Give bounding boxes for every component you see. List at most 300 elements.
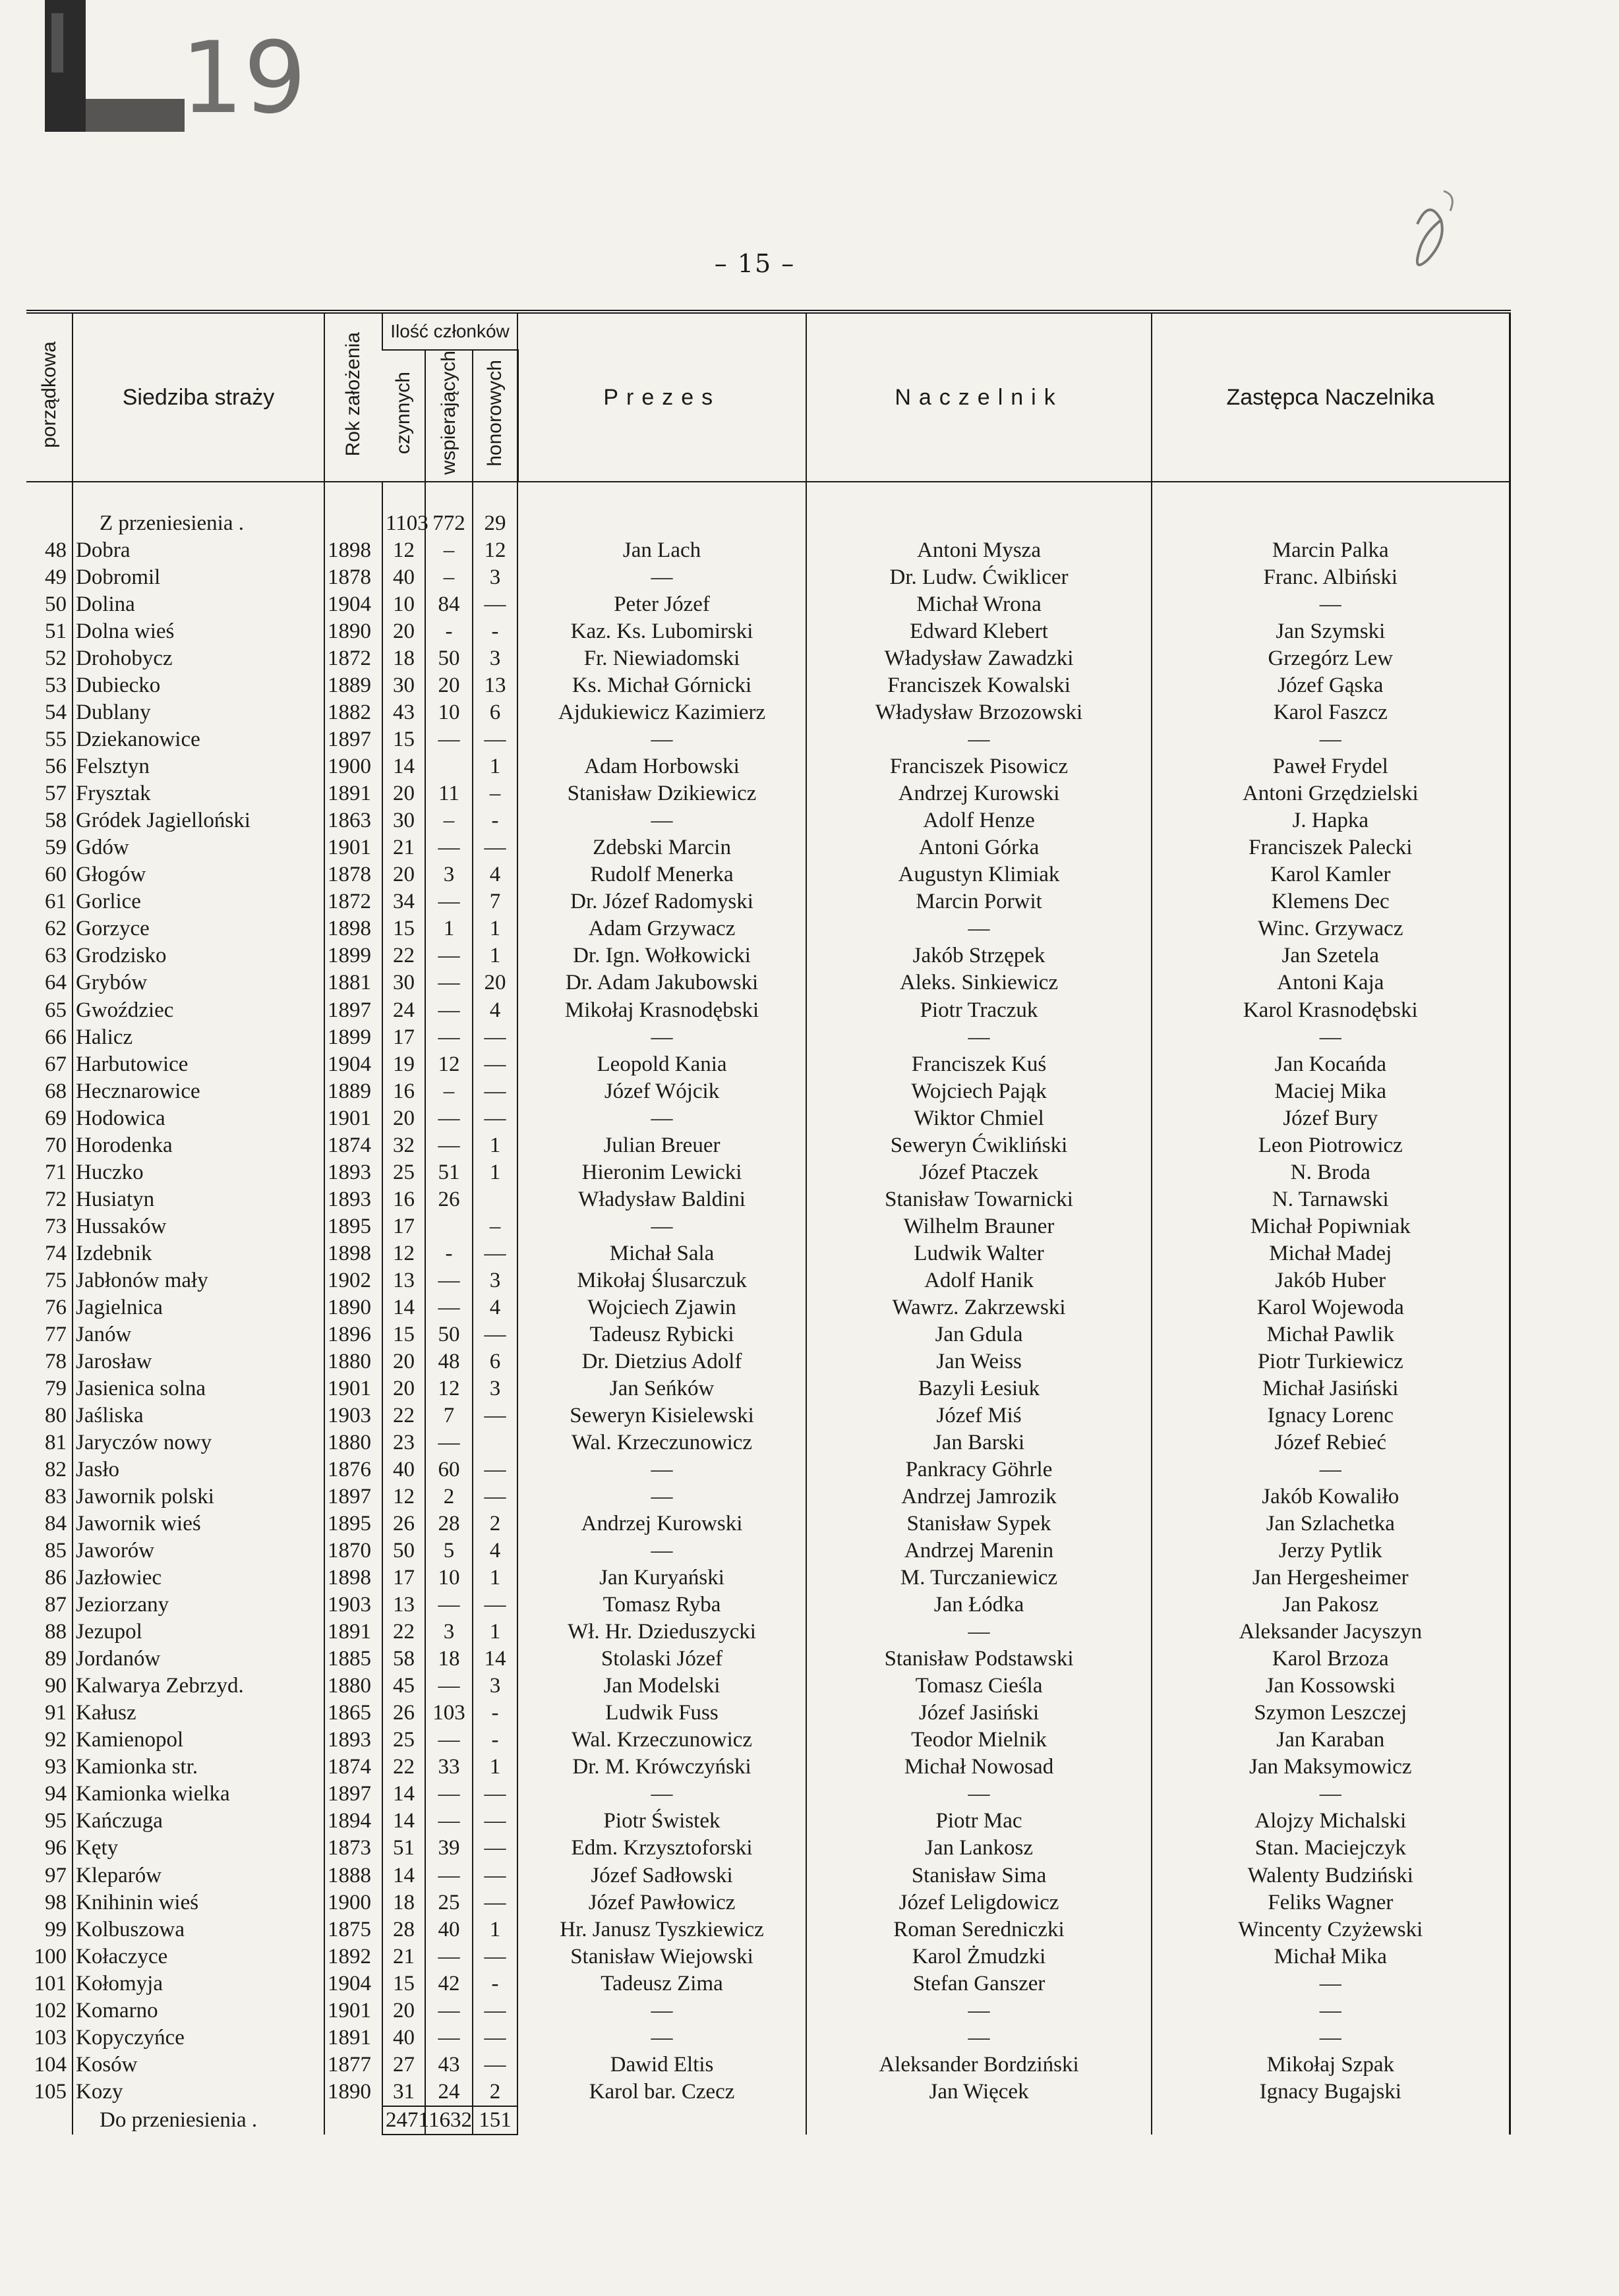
president-name: Rudolf Menerka [517,861,806,888]
honorary-count: 1 [473,1754,517,1781]
header-president: Prezes [517,312,806,482]
chief-name: Wiktor Chmiel [806,1105,1152,1132]
chief-name: — [806,2024,1152,2052]
founded-year: 1891 [324,1619,382,1646]
president-name: Tadeusz Zima [517,1970,806,1997]
table-row [26,1213,1510,1240]
founded-year: 1896 [324,1321,382,1348]
header-active: czynnych [382,350,425,482]
town-name: Kołaczyce [73,1943,324,1970]
president-name: Fr. Niewiadomski [517,645,806,672]
president-name: Dr. Adam Jakubowski [517,969,806,996]
active-count: 32 [382,1132,425,1159]
deputy-name: Michał Mika [1152,1943,1510,1970]
town-name: Felsztyn [73,753,324,780]
supporting-count: 50 [425,1321,473,1348]
founded-year: 1898 [324,1240,382,1267]
founded-year: 1873 [324,1835,382,1862]
row-number: 85 [45,1539,67,1563]
table-row [26,1592,1510,1619]
carried-in-supporting: 772 [425,510,473,537]
president-name: Andrzej Kurowski [517,1510,806,1537]
active-count: 19 [382,1051,425,1078]
town-name: Kęty [73,1835,324,1862]
chief-name: Jan Weiss [806,1348,1152,1375]
president-name: Wal. Krzeczunowicz [517,1727,806,1754]
town-name: Kamionka str. [73,1754,324,1781]
row-number: 70 [45,1133,67,1157]
supporting-count: — [425,1808,473,1835]
deputy-name: — [1152,726,1510,753]
founded-year: 1878 [324,564,382,591]
active-count: 34 [382,888,425,915]
president-name: Seweryn Kisielewski [517,1402,806,1429]
founded-year: 1898 [324,1564,382,1592]
deputy-name: Walenty Budziński [1152,1862,1510,1889]
town-name: Jagielnica [73,1294,324,1321]
supporting-count: 48 [425,1348,473,1375]
row-number: 69 [45,1106,67,1130]
active-count: 50 [382,1537,425,1564]
table-row [26,969,1510,996]
president-name: — [517,1456,806,1483]
chief-name: — [806,1619,1152,1646]
supporting-count: — [425,1943,473,1970]
row-number: 58 [45,809,67,833]
deputy-name: Jan Kocańda [1152,1051,1510,1078]
table-row [26,1970,1510,1997]
supporting-count: 18 [425,1646,473,1673]
supporting-count: 24 [425,2079,473,2106]
deputy-name: N. Tarnawski [1152,1186,1510,1213]
active-count: 21 [382,1943,425,1970]
deputy-name: Jan Hergesheimer [1152,1564,1510,1592]
table-row [26,1456,1510,1483]
president-name: Stanisław Dzikiewicz [517,780,806,807]
honorary-count: — [473,1105,517,1132]
founded-year: 1897 [324,726,382,753]
supporting-count: – [425,807,473,834]
archive-stamp [42,0,307,138]
honorary-count [473,1429,517,1456]
founded-year: 1891 [324,780,382,807]
row-number: 56 [45,755,67,779]
table-row [26,618,1510,645]
deputy-name: Alojzy Michalski [1152,1808,1510,1835]
carried-out-label: Do przeniesienia . [73,2106,324,2135]
active-count: 25 [382,1727,425,1754]
town-name: Kosów [73,2052,324,2079]
table-row [26,1078,1510,1105]
table-row [26,1619,1510,1646]
supporting-count: — [425,834,473,861]
honorary-count: 1 [473,1564,517,1592]
deputy-name: Jan Szymski [1152,618,1510,645]
town-name: Jazłowiec [73,1564,324,1592]
president-name: — [517,807,806,834]
town-name: Jezupol [73,1619,324,1646]
active-count: 14 [382,1808,425,1835]
chief-name: Józef Miś [806,1402,1152,1429]
honorary-count: — [473,726,517,753]
stamp-number: 19 [181,21,307,136]
table-row [26,2052,1510,2079]
roster-table [26,310,1511,2135]
founded-year: 1882 [324,699,382,726]
chief-name: — [806,1024,1152,1051]
row-number: 65 [45,998,67,1022]
honorary-count: 1 [473,942,517,969]
honorary-count: 1 [473,1619,517,1646]
chief-name: Dr. Ludw. Ćwiklicer [806,564,1152,591]
table-row [26,1267,1510,1294]
founded-year: 1897 [324,1781,382,1808]
president-name: Ajdukiewicz Kazimierz [517,699,806,726]
chief-name: Adolf Henze [806,807,1152,834]
honorary-count: 6 [473,1348,517,1375]
supporting-count [425,1213,473,1240]
honorary-count: 1 [473,1916,517,1943]
deputy-name: Aleksander Jacyszyn [1152,1619,1510,1646]
chief-name: Stanisław Podstawski [806,1646,1152,1673]
chief-name: Andrzej Marenin [806,1537,1152,1564]
founded-year: 1877 [324,2052,382,2079]
deputy-name: Feliks Wagner [1152,1889,1510,1916]
town-name: Grybów [73,969,324,996]
president-name: Adam Grzywacz [517,915,806,942]
honorary-count: 2 [473,2079,517,2106]
table-row [26,996,1510,1023]
active-count: 27 [382,2052,425,2079]
honorary-count: — [473,1781,517,1808]
honorary-count: 3 [473,564,517,591]
town-name: Halicz [73,1024,324,1051]
chief-name: Tomasz Cieśla [806,1673,1152,1700]
deputy-name: Jakób Huber [1152,1267,1510,1294]
honorary-count: 12 [473,537,517,564]
table-row [26,1051,1510,1078]
founded-year: 1904 [324,591,382,618]
founded-year: 1880 [324,1429,382,1456]
president-name: Tomasz Ryba [517,1592,806,1619]
chief-name: Jan Lankosz [806,1835,1152,1862]
chief-name: — [806,726,1152,753]
honorary-count [473,1186,517,1213]
active-count: 20 [382,1105,425,1132]
supporting-count: — [425,1429,473,1456]
chief-name: Antoni Mysza [806,537,1152,564]
row-number: 100 [34,1944,67,1968]
active-count: 16 [382,1186,425,1213]
active-count: 40 [382,2024,425,2052]
town-name: Jarosław [73,1348,324,1375]
chief-name: Teodor Mielnik [806,1727,1152,1754]
founded-year: 1891 [324,2024,382,2052]
president-name: Wal. Krzeczunowicz [517,1429,806,1456]
chief-name: Karol Żmudzki [806,1943,1152,1970]
deputy-name: Jan Maksymowicz [1152,1754,1510,1781]
supporting-count: — [425,1997,473,2024]
row-number: 81 [45,1431,67,1454]
row-number: 62 [45,917,67,941]
founded-year: 1880 [324,1348,382,1375]
chief-name: Bazyli Łesiuk [806,1375,1152,1402]
row-number: 79 [45,1376,67,1400]
row-number: 87 [45,1593,67,1617]
table-row [26,1105,1510,1132]
carried-in-row [26,510,1510,537]
row-number: 57 [45,782,67,806]
founded-year: 1900 [324,1889,382,1916]
supporting-count: — [425,1267,473,1294]
honorary-count: 1 [473,1132,517,1159]
table-row [26,1483,1510,1510]
table-row [26,834,1510,861]
active-count: 20 [382,1997,425,2024]
town-name: Gorzyce [73,915,324,942]
chief-name: Piotr Mac [806,1808,1152,1835]
supporting-count: 43 [425,2052,473,2079]
chief-name: Aleksander Bordziński [806,2052,1152,2079]
town-name: Jaworów [73,1537,324,1564]
supporting-count: — [425,969,473,996]
founded-year: 1900 [324,753,382,780]
deputy-name: Maciej Mika [1152,1078,1510,1105]
honorary-count: 1 [473,915,517,942]
table-row [26,699,1510,726]
chief-name: Andrzej Kurowski [806,780,1152,807]
chief-name: Ludwik Walter [806,1240,1152,1267]
deputy-name: Winc. Grzywacz [1152,915,1510,942]
row-number: 60 [45,863,67,887]
deputy-name: Klemens Dec [1152,888,1510,915]
town-name: Jaśliska [73,1402,324,1429]
town-name: Dubiecko [73,672,324,699]
town-name: Kozy [73,2079,324,2106]
chief-name: — [806,1781,1152,1808]
active-count: 24 [382,996,425,1023]
row-number: 80 [45,1403,67,1427]
row-number: 77 [45,1322,67,1346]
honorary-count: — [473,1862,517,1889]
honorary-count: 14 [473,1646,517,1673]
deputy-name: Piotr Turkiewicz [1152,1348,1510,1375]
deputy-name: Karol Kamler [1152,861,1510,888]
active-count: 16 [382,1078,425,1105]
table-row [26,1186,1510,1213]
active-count: 18 [382,645,425,672]
row-number: 74 [45,1241,67,1265]
supporting-count: 11 [425,780,473,807]
founded-year: 1872 [324,888,382,915]
supporting-count: - [425,618,473,645]
table-row [26,753,1510,780]
town-name: Knihinin wieś [73,1889,324,1916]
honorary-count: 3 [473,1673,517,1700]
table-row [26,1808,1510,1835]
pencil-mark [1398,178,1477,283]
active-count: 15 [382,1321,425,1348]
active-count: 15 [382,1970,425,1997]
chief-name: Aleks. Sinkiewicz [806,969,1152,996]
chief-name: Wawrz. Zakrzewski [806,1294,1152,1321]
president-name: Hieronim Lewicki [517,1159,806,1186]
honorary-count: — [473,591,517,618]
deputy-name: N. Broda [1152,1159,1510,1186]
table-row [26,1673,1510,1700]
table-row [26,888,1510,915]
town-name: Jabłonów mały [73,1267,324,1294]
deputy-name: Ignacy Bugajski [1152,2079,1510,2106]
chief-name: Roman Seredniczki [806,1916,1152,1943]
founded-year: 1899 [324,1024,382,1051]
founded-year: 1898 [324,537,382,564]
town-name: Dublany [73,699,324,726]
supporting-count: — [425,1105,473,1132]
president-name: Stanisław Wiejowski [517,1943,806,1970]
town-name: Dobra [73,537,324,564]
founded-year: 1890 [324,618,382,645]
active-count: 17 [382,1213,425,1240]
row-number: 82 [45,1458,67,1482]
deputy-name: Franciszek Palecki [1152,834,1510,861]
table-row [26,807,1510,834]
row-number: 90 [45,1674,67,1698]
founded-year: 1880 [324,1673,382,1700]
honorary-count: 4 [473,996,517,1023]
town-name: Gdów [73,834,324,861]
row-number: 51 [45,619,67,644]
honorary-count: 4 [473,1294,517,1321]
supporting-count: 20 [425,672,473,699]
row-number: 103 [34,2025,67,2050]
founded-year: 1870 [324,1537,382,1564]
deputy-name: — [1152,1456,1510,1483]
president-name: Jan Lach [517,537,806,564]
active-count: 22 [382,1754,425,1781]
supporting-count: 12 [425,1375,473,1402]
row-number: 68 [45,1079,67,1103]
active-count: 30 [382,807,425,834]
president-name: Jan Seńków [517,1375,806,1402]
supporting-count: 39 [425,1835,473,1862]
president-name: Dawid Eltis [517,2052,806,2079]
deputy-name: Karol Brzoza [1152,1646,1510,1673]
chief-name: Jan Łódka [806,1592,1152,1619]
founded-year: 1893 [324,1727,382,1754]
president-name: Mikołaj Ślusarczuk [517,1267,806,1294]
founded-year: 1897 [324,996,382,1023]
chief-name: Wilhelm Brauner [806,1213,1152,1240]
supporting-count: 42 [425,1970,473,1997]
carried-out-supporting: 1632 [425,2106,473,2135]
supporting-count: — [425,996,473,1023]
honorary-count: — [473,1456,517,1483]
deputy-name: Karol Krasnodębski [1152,996,1510,1023]
town-name: Jawornik wieś [73,1510,324,1537]
honorary-count: 3 [473,1267,517,1294]
supporting-count: — [425,888,473,915]
deputy-name: Karol Wojewoda [1152,1294,1510,1321]
town-name: Kamienopol [73,1727,324,1754]
chief-name: Adolf Hanik [806,1267,1152,1294]
president-name: Józef Pawłowicz [517,1889,806,1916]
table-row [26,1294,1510,1321]
active-count: 22 [382,1619,425,1646]
row-number: 49 [45,565,67,589]
founded-year: 1890 [324,2079,382,2106]
supporting-count: — [425,1294,473,1321]
deputy-name: — [1152,1970,1510,1997]
active-count: 45 [382,1673,425,1700]
supporting-count: 50 [425,645,473,672]
president-name: — [517,1997,806,2024]
town-name: Husiatyn [73,1186,324,1213]
chief-name: Stanisław Towarnicki [806,1186,1152,1213]
founded-year: 1892 [324,1943,382,1970]
founded-year: 1889 [324,1078,382,1105]
row-number: 94 [45,1782,67,1806]
deputy-name: Franc. Albiński [1152,564,1510,591]
row-number: 48 [45,538,67,562]
president-name: — [517,1781,806,1808]
row-number: 75 [45,1268,67,1292]
president-name: Tadeusz Rybicki [517,1321,806,1348]
president-name: Michał Sala [517,1240,806,1267]
president-name: Wojciech Zjawin [517,1294,806,1321]
deputy-name: Józef Bury [1152,1105,1510,1132]
president-name: Edm. Krzysztoforski [517,1835,806,1862]
chief-name: Stefan Ganszer [806,1970,1152,1997]
town-name: Gorlice [73,888,324,915]
table-row [26,915,1510,942]
president-name: Dr. Ign. Wołkowicki [517,942,806,969]
honorary-count: – [473,1213,517,1240]
honorary-count: 4 [473,1537,517,1564]
row-number: 63 [45,944,67,968]
chief-name: Józef Jasiński [806,1700,1152,1727]
active-count: 40 [382,564,425,591]
row-number: 95 [45,1809,67,1833]
active-count: 21 [382,834,425,861]
table-row [26,1862,1510,1889]
active-count: 17 [382,1024,425,1051]
town-name: Jasienica solna [73,1375,324,1402]
chief-name: Franciszek Kuś [806,1051,1152,1078]
deputy-name: Michał Jasiński [1152,1375,1510,1402]
active-count: 20 [382,1348,425,1375]
president-name: Dr. Józef Radomyski [517,888,806,915]
row-number: 67 [45,1052,67,1076]
chief-name: — [806,915,1152,942]
table-row [26,1943,1510,1970]
deputy-name: Antoni Grzędzielski [1152,780,1510,807]
honorary-count: – [473,780,517,807]
founded-year: 1874 [324,1132,382,1159]
president-name: Karol bar. Czecz [517,2079,806,2106]
header-chief: Naczelnik [806,312,1152,482]
founded-year: 1901 [324,834,382,861]
honorary-count: 2 [473,1510,517,1537]
chief-name: Stanisław Sima [806,1862,1152,1889]
supporting-count: 1 [425,915,473,942]
honorary-count: — [473,2024,517,2052]
honorary-count: — [473,1889,517,1916]
header-town: Siedziba straży [73,312,324,482]
table-row [26,1510,1510,1537]
active-count: 30 [382,969,425,996]
president-name: Adam Horbowski [517,753,806,780]
